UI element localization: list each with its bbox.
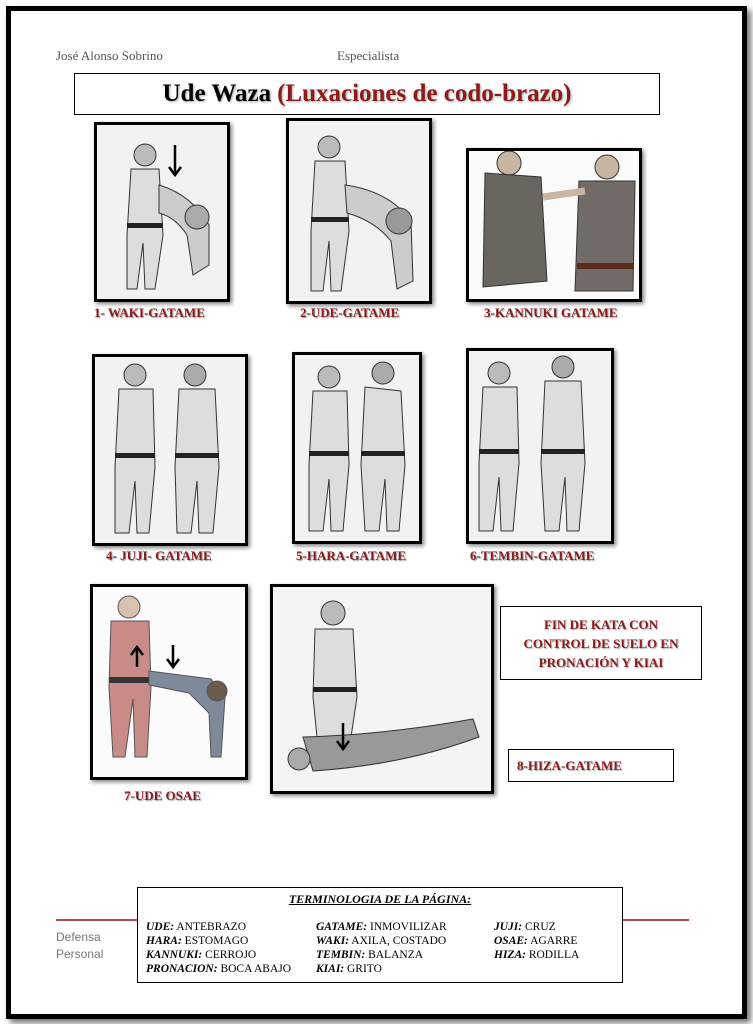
hiza-gatame-box <box>508 749 674 782</box>
footer-personal: Personal <box>56 947 104 961</box>
label-ude-osae: 7-UDE OSAE <box>124 788 201 803</box>
photo-ude-osae <box>90 584 248 780</box>
footer-line-left <box>56 919 138 921</box>
photo-hara-gatame <box>292 352 422 544</box>
term-item: GATAME: INMOVILIZAR <box>316 921 447 933</box>
label-juji-gatame: 4- JUJI- GATAME <box>106 548 212 563</box>
photo-waki-gatame <box>94 122 230 302</box>
label-tembin-gatame: 6-TEMBIN-GATAME <box>470 548 595 563</box>
fin-note-line-3: PRONACIÓN Y KIAI <box>538 654 664 670</box>
header-role: Especialista <box>337 48 400 63</box>
label-ude-gatame: 2-UDE-GATAME <box>300 305 400 320</box>
term-item: PRONACION: BOCA ABAJO <box>146 963 292 975</box>
term-item: HIZA: RODILLA <box>494 949 580 961</box>
header-author: José Alonso Sobrino <box>56 48 163 63</box>
photo-ude-gatame <box>286 118 432 304</box>
term-item: HARA: ESTOMAGO <box>146 935 249 947</box>
title-main: Ude Waza <box>162 80 272 107</box>
footer-defensa: Defensa <box>56 930 101 944</box>
fin-note-line-1: FIN DE KATA CON <box>543 616 658 632</box>
photo-hiza-gatame <box>270 584 494 794</box>
term-item: JUJI: CRUZ <box>494 921 556 933</box>
label-kannuki-gatame: 3-KANNUKI GATAME <box>484 305 618 320</box>
term-item: TEMBIN: BALANZA <box>316 949 424 961</box>
terminology-list <box>146 920 616 976</box>
term-item: KIAI: GRITO <box>316 963 382 975</box>
title-sub: (Luxaciones de codo-brazo) <box>277 80 572 107</box>
label-waki-gatame: 1- WAKI-GATAME <box>94 305 205 320</box>
label-hiza-gatame: 8-HIZA-GATAME <box>517 757 622 773</box>
photo-tembin-gatame <box>466 348 614 544</box>
label-hara-gatame: 5-HARA-GATAME <box>296 548 407 563</box>
term-item: OSAE: AGARRE <box>494 935 578 947</box>
fin-note-line-2: CONTROL DE SUELO EN <box>523 635 679 651</box>
photo-juji-gatame <box>92 354 248 546</box>
footer-line-right <box>621 919 689 921</box>
term-item: KANNUKI: CERROJO <box>146 949 257 961</box>
photo-kannuki-gatame <box>466 148 642 302</box>
page-title <box>74 73 660 115</box>
terminology-title: TERMINOLOGIA DE LA PÁGINA: <box>288 892 472 906</box>
fin-kata-note <box>500 606 702 680</box>
term-item: WAKI: AXILA, COSTADO <box>316 935 447 947</box>
term-item: UDE: ANTEBRAZO <box>146 921 246 933</box>
terminology-box <box>137 887 623 983</box>
